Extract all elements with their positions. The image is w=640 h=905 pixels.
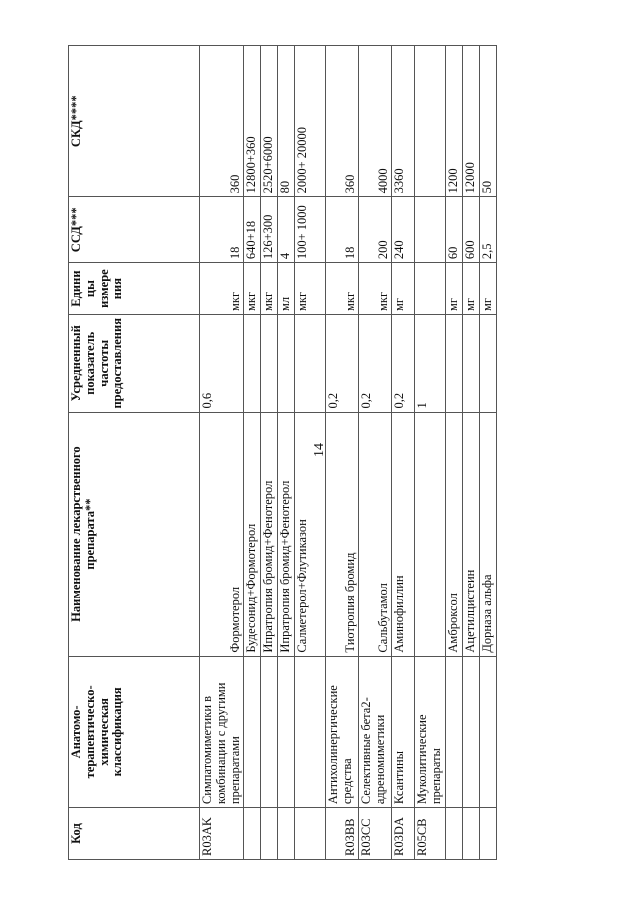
cell-unit — [415, 263, 446, 315]
cell-frequency — [278, 315, 295, 413]
cell-frequency — [261, 315, 278, 413]
cell-frequency — [244, 315, 261, 413]
cell-frequency — [462, 315, 479, 413]
cell-frequency — [445, 315, 462, 413]
cell-unit: мкг — [200, 263, 244, 315]
cell-frequency: 0,2 — [392, 315, 415, 413]
cell-atc: Симпатомиметики в комбинации с другими препаратами — [200, 656, 244, 808]
cell-drug: Ипратропия бромид+Фенотерол — [278, 412, 295, 656]
cell-ssd: 640+18 — [244, 197, 261, 263]
cell-skd: 2520+6000 — [261, 46, 278, 197]
cell-code: R03DA — [392, 808, 415, 860]
cell-atc — [479, 656, 496, 808]
cell-drug — [415, 412, 446, 656]
cell-skd: 360 — [326, 46, 359, 197]
header-ssd: ССД*** — [69, 197, 200, 263]
table-row — [359, 46, 392, 860]
cell-ssd: 240 — [392, 197, 415, 263]
cell-ssd: 4 — [278, 197, 295, 263]
cell-unit: мг — [445, 263, 462, 315]
cell-code — [445, 808, 462, 860]
cell-atc: Ксантины — [392, 656, 415, 808]
cell-drug: Ацетилцистеин — [462, 412, 479, 656]
cell-drug: Будесонид+Формотерол — [244, 412, 261, 656]
cell-unit: мг — [462, 263, 479, 315]
header-skd: СКД**** — [69, 46, 200, 197]
table-row — [261, 46, 278, 860]
page-number: 14 — [312, 443, 327, 457]
cell-code — [295, 808, 326, 860]
cell-drug: Ипратропия бромид+Фенотерол — [261, 412, 278, 656]
cell-atc — [462, 656, 479, 808]
drug-table — [68, 45, 497, 860]
cell-code: R03AK — [200, 808, 244, 860]
cell-ssd: 126+300 — [261, 197, 278, 263]
cell-ssd: 18 — [326, 197, 359, 263]
cell-atc — [278, 656, 295, 808]
cell-frequency: 0,2 — [326, 315, 359, 413]
header-row — [69, 46, 200, 860]
cell-skd: 1200 — [445, 46, 462, 197]
cell-skd: 360 — [200, 46, 244, 197]
cell-skd: 80 — [278, 46, 295, 197]
cell-ssd — [415, 197, 446, 263]
cell-unit: мкг — [326, 263, 359, 315]
rotated-table-area — [68, 45, 608, 860]
cell-frequency: 0,6 — [200, 315, 244, 413]
table-row — [462, 46, 479, 860]
cell-code — [278, 808, 295, 860]
cell-drug: Салметерол+Флутиказон — [295, 412, 326, 656]
cell-atc: Селективные бета2-адреномиметики — [359, 656, 392, 808]
cell-unit: мл — [278, 263, 295, 315]
cell-frequency: 0,2 — [359, 315, 392, 413]
cell-unit: мкг — [359, 263, 392, 315]
table-row — [415, 46, 446, 860]
cell-drug: Дорназа альфа — [479, 412, 496, 656]
cell-unit: мг — [392, 263, 415, 315]
cell-code — [261, 808, 278, 860]
cell-atc — [295, 656, 326, 808]
cell-unit: мг — [479, 263, 496, 315]
cell-frequency: 1 — [415, 315, 446, 413]
table-row — [326, 46, 359, 860]
cell-skd: 12800+360 — [244, 46, 261, 197]
header-atc: Анатомо-терапевтическо-химическая классификация — [69, 656, 200, 808]
cell-drug: Формотерол — [200, 412, 244, 656]
cell-frequency — [295, 315, 326, 413]
cell-drug: Сальбутамол — [359, 412, 392, 656]
cell-atc: Антихолинергические средства — [326, 656, 359, 808]
cell-ssd: 100+ 1000 — [295, 197, 326, 263]
table-row — [278, 46, 295, 860]
cell-skd: 12000 — [462, 46, 479, 197]
header-unit: Едини цы измере ния — [69, 263, 200, 315]
cell-atc — [445, 656, 462, 808]
cell-code: R03BB — [326, 808, 359, 860]
header-frequency: Усредненный показатель частоты предоставления — [69, 315, 200, 413]
cell-code — [244, 808, 261, 860]
cell-skd: 2000+ 20000 — [295, 46, 326, 197]
header-drug: Наименование лекарственного препарата** — [69, 412, 200, 656]
cell-ssd: 2,5 — [479, 197, 496, 263]
cell-code — [462, 808, 479, 860]
cell-skd: 4000 — [359, 46, 392, 197]
cell-drug: Тиотропия бромид — [326, 412, 359, 656]
table-row — [244, 46, 261, 860]
cell-unit: мкг — [261, 263, 278, 315]
table-row — [295, 46, 326, 860]
cell-code: R05CB — [415, 808, 446, 860]
cell-atc: Муколитические препараты — [415, 656, 446, 808]
cell-ssd: 200 — [359, 197, 392, 263]
cell-frequency — [479, 315, 496, 413]
header-code: Код — [69, 808, 200, 860]
cell-unit: мкг — [295, 263, 326, 315]
cell-ssd: 600 — [462, 197, 479, 263]
cell-code: R03CC — [359, 808, 392, 860]
cell-skd: 50 — [479, 46, 496, 197]
cell-ssd: 18 — [200, 197, 244, 263]
table-row — [445, 46, 462, 860]
cell-atc — [261, 656, 278, 808]
table-row — [392, 46, 415, 860]
cell-ssd: 60 — [445, 197, 462, 263]
cell-unit: мкг — [244, 263, 261, 315]
table-row — [479, 46, 496, 860]
cell-code — [479, 808, 496, 860]
cell-skd: 3360 — [392, 46, 415, 197]
table-row — [200, 46, 244, 860]
cell-atc — [244, 656, 261, 808]
cell-skd — [415, 46, 446, 197]
cell-drug: Амброксол — [445, 412, 462, 656]
table-container — [68, 45, 608, 860]
cell-drug: Аминофиллин — [392, 412, 415, 656]
